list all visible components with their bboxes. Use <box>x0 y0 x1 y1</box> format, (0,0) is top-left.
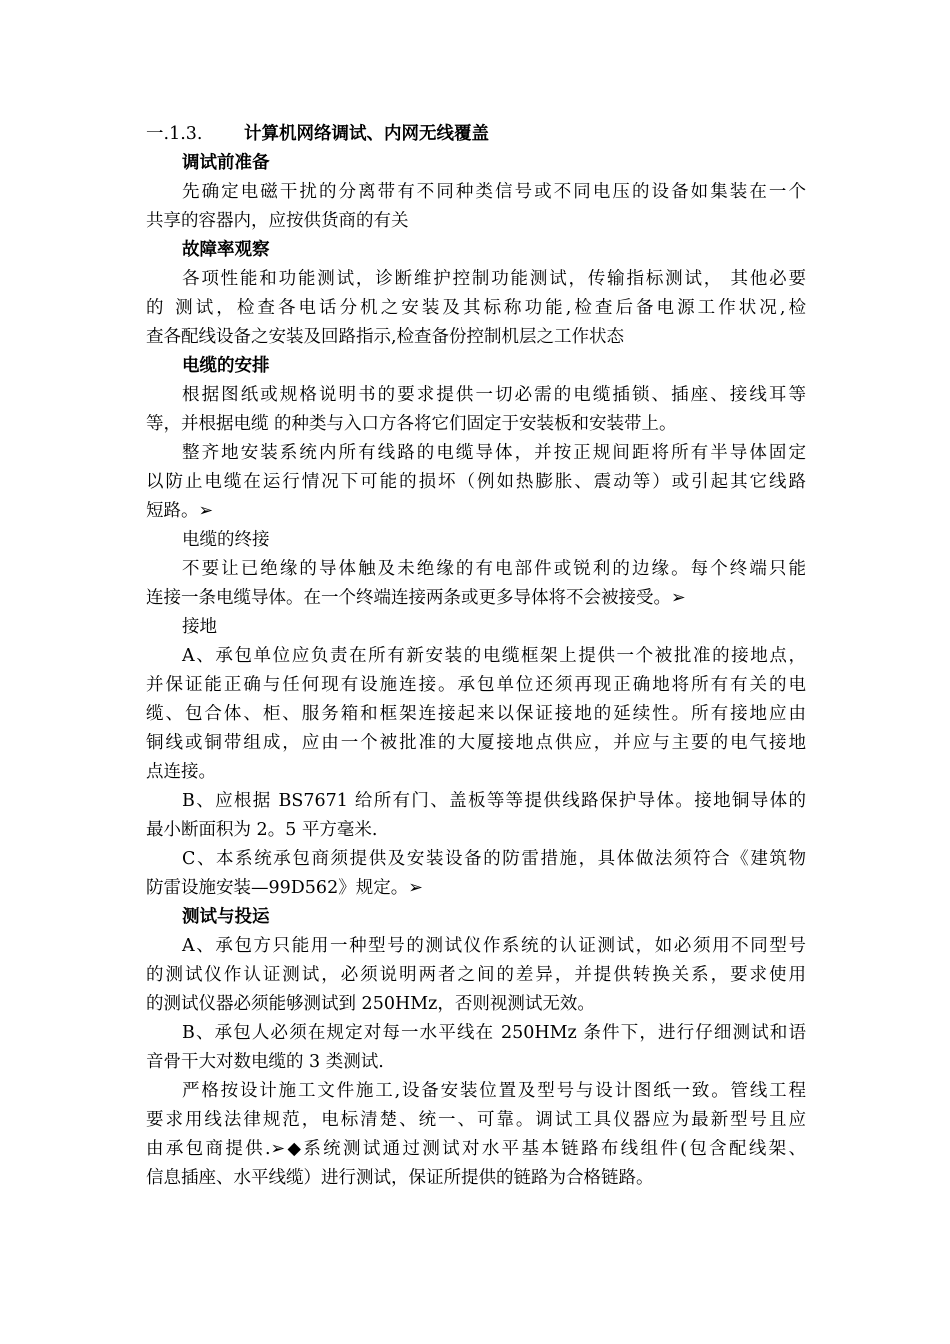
paragraph-line: 以防止电缆在运行情况下可能的损坏（例如热膨胀、震动等）或引起其它线路 <box>146 472 806 492</box>
paragraph-line: 由承包商提供.➢◆系统测试通过测试对水平基本链路布线组件(包含配线架、 <box>146 1139 806 1159</box>
paragraph-line: A、承包单位应负责在所有新安装的电缆框架上提供一个被批准的接地点， <box>182 646 806 666</box>
paragraph-line: 的测试仪器必须能够测试到 250HMz，否则视测试无效。 <box>146 994 595 1014</box>
paragraph-line: 缆、包合体、柜、服务箱和框架连接起来以保证接地的延续性。所有接地应由 <box>146 704 806 724</box>
section-subheading: 接地 <box>182 617 217 637</box>
paragraph <box>146 787 806 845</box>
section-heading: 故障率观察 <box>182 240 270 260</box>
paragraph <box>146 1077 806 1193</box>
paragraph <box>146 265 806 352</box>
paragraph-line: A、承包方只能用一种型号的测试仪作系统的认证测试，如必须用不同型号 <box>182 936 806 956</box>
paragraph-line: 根据图纸或规格说明书的要求提供一切必需的电缆插锁、插座、接线耳等 <box>182 385 806 405</box>
paragraph-line: 不要让已绝缘的导体触及未绝缘的有电部件或锐利的边缘。每个终端只能 <box>182 559 806 579</box>
paragraph <box>146 381 806 439</box>
document-blocks <box>146 149 806 1193</box>
paragraph-line: 点连接。 <box>146 762 216 782</box>
paragraph-line: 等，并根据电缆 的种类与入口方各将它们固定于安装板和安装带上。 <box>146 414 677 434</box>
paragraph <box>146 555 806 613</box>
section-title-text: 计算机网络调试、内网无线覆盖 <box>244 124 489 144</box>
paragraph-line: 防雷设施安装—99D562》规定。➢ <box>146 878 423 898</box>
paragraph-line: 先确定电磁干扰的分离带有不同种类信号或不同电压的设备如集装在一个 <box>182 182 806 202</box>
paragraph-line: 各项性能和功能测试，诊断维护控制功能测试，传输指标测试， 其他必要 <box>182 269 806 289</box>
paragraph-line: 的测试仪作认证测试，必须说明两者之间的差异，并提供转换关系，要求使用 <box>146 965 806 985</box>
paragraph <box>146 1019 806 1077</box>
section-subheading: 电缆的终接 <box>182 530 270 550</box>
paragraph-line: 信息插座、水平线缆）进行测试，保证所提供的链路为合格链路。 <box>146 1168 654 1188</box>
section-number: 一.1.3. <box>146 124 203 144</box>
paragraph <box>146 845 806 903</box>
paragraph-line: 并保证能正确与任何现有设施连接。承包单位还须再现正确地将所有有关的电 <box>146 675 806 695</box>
paragraph-line: B、承包人必须在规定对每一水平线在 250HMz 条件下，进行仔细测试和语 <box>182 1023 806 1043</box>
paragraph-line: 铜线或铜带组成，应由一个被批准的大厦接地点供应，并应与主要的电气接地 <box>146 733 806 753</box>
paragraph-line: 严格按设计施工文件施工,设备安装位置及型号与设计图纸一致。管线工程 <box>182 1081 806 1101</box>
paragraph-line: 连接一条电缆导体。在一个终端连接两条或更多导体将不会被接受。➢ <box>146 588 686 608</box>
section-heading: 调试前准备 <box>182 153 270 173</box>
paragraph-line: 最小断面积为 2。5 平方毫米. <box>146 820 378 840</box>
paragraph-line: 查各配线设备之安装及回路指示,检查备份控制机层之工作状态 <box>146 327 625 347</box>
paragraph-line: 共享的容器内，应按供货商的有关 <box>146 211 409 231</box>
section-title <box>146 120 806 149</box>
paragraph-line: 音骨干大对数电缆的 3 类测试. <box>146 1052 384 1072</box>
paragraph <box>146 642 806 787</box>
section-heading: 测试与投运 <box>182 907 270 927</box>
paragraph-line: C、本系统承包商须提供及安装设备的防雷措施，具体做法须符合《建筑物 <box>182 849 806 869</box>
paragraph-line: 整齐地安装系统内所有线路的电缆导体，并按正规间距将所有半导体固定 <box>182 443 806 463</box>
paragraph-line: 要求用线法律规范，电标清楚、统一、可靠。调试工具仪器应为最新型号且应 <box>146 1110 806 1130</box>
paragraph <box>146 932 806 1019</box>
paragraph-line: B、应根据 BS7671 给所有门、盖板等等提供线路保护导体。接地铜导体的 <box>182 791 806 811</box>
paragraph-line: 短路。➢ <box>146 501 214 521</box>
paragraph-line: 的 测试，检查各电话分机之安装及其标称功能,检查后备电源工作状况,检 <box>146 298 806 318</box>
section-heading: 电缆的安排 <box>182 356 270 376</box>
paragraph <box>146 439 806 526</box>
paragraph <box>146 178 806 236</box>
document-body <box>146 120 806 1193</box>
